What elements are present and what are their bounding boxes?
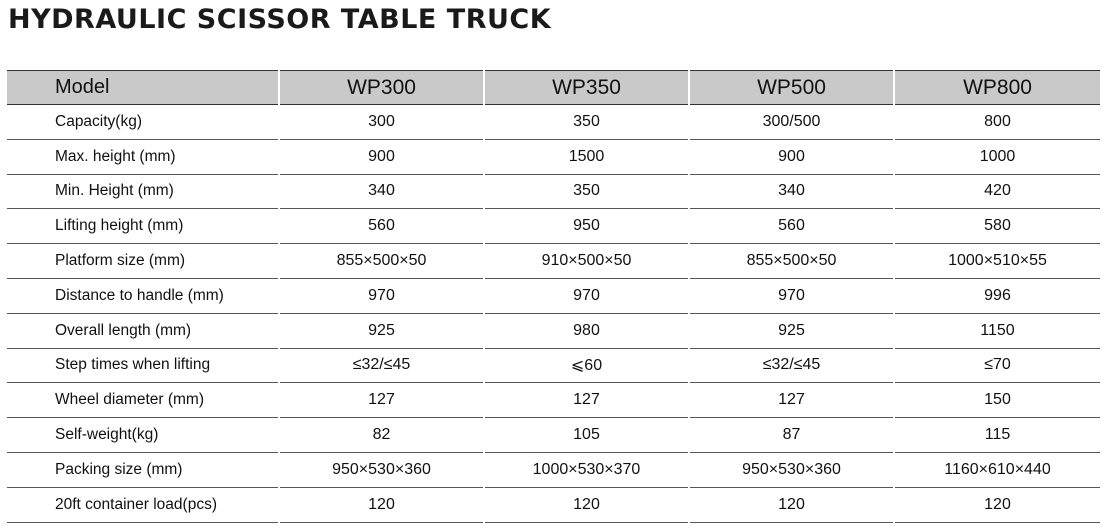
cell-value: 950×530×360 bbox=[279, 452, 484, 487]
row-label: Wheel diameter (mm) bbox=[7, 383, 279, 418]
cell-value: 300 bbox=[279, 105, 484, 140]
cell-value: 970 bbox=[689, 278, 894, 313]
cell-value: 120 bbox=[689, 487, 894, 522]
cell-value: ≤32/≤45 bbox=[279, 348, 484, 383]
table-row bbox=[7, 244, 1100, 279]
cell-value: ⩽60 bbox=[484, 348, 689, 383]
cell-value: 105 bbox=[484, 418, 689, 453]
cell-value: 120 bbox=[279, 487, 484, 522]
cell-value: 560 bbox=[689, 209, 894, 244]
row-label: Capacity(kg) bbox=[7, 105, 279, 140]
table-row bbox=[7, 383, 1100, 418]
cell-value: 800 bbox=[894, 105, 1100, 140]
cell-value: 340 bbox=[279, 174, 484, 209]
row-label: Min. Height (mm) bbox=[7, 174, 279, 209]
table-row bbox=[7, 348, 1100, 383]
cell-value: 350 bbox=[484, 105, 689, 140]
cell-value: 82 bbox=[279, 418, 484, 453]
cell-value: 970 bbox=[484, 278, 689, 313]
cell-value: 127 bbox=[689, 383, 894, 418]
row-label: Step times when lifting bbox=[7, 348, 279, 383]
column-header-model: Model bbox=[7, 71, 279, 105]
row-label: Max. height (mm) bbox=[7, 139, 279, 174]
table-row bbox=[7, 209, 1100, 244]
column-header-wp800: WP800 bbox=[894, 71, 1100, 105]
cell-value: ≤32/≤45 bbox=[689, 348, 894, 383]
table-row bbox=[7, 313, 1100, 348]
table-row bbox=[7, 105, 1100, 140]
cell-value: 1150 bbox=[894, 313, 1100, 348]
cell-value: 980 bbox=[484, 313, 689, 348]
cell-value: 1000×530×370 bbox=[484, 452, 689, 487]
cell-value: 950 bbox=[484, 209, 689, 244]
row-label: Platform size (mm) bbox=[7, 244, 279, 279]
cell-value: 855×500×50 bbox=[689, 244, 894, 279]
column-header-wp500: WP500 bbox=[689, 71, 894, 105]
cell-value: 950×530×360 bbox=[689, 452, 894, 487]
table-row bbox=[7, 139, 1100, 174]
cell-value: 87 bbox=[689, 418, 894, 453]
cell-value: 580 bbox=[894, 209, 1100, 244]
cell-value: 127 bbox=[484, 383, 689, 418]
row-label: Distance to handle (mm) bbox=[7, 278, 279, 313]
cell-value: 115 bbox=[894, 418, 1100, 453]
cell-value: 900 bbox=[279, 139, 484, 174]
column-header-wp350: WP350 bbox=[484, 71, 689, 105]
cell-value: 120 bbox=[894, 487, 1100, 522]
cell-value: 127 bbox=[279, 383, 484, 418]
header-row bbox=[7, 71, 1100, 105]
table-row bbox=[7, 452, 1100, 487]
row-label: Overall length (mm) bbox=[7, 313, 279, 348]
spec-table bbox=[7, 70, 1100, 523]
cell-value: 1160×610×440 bbox=[894, 452, 1100, 487]
row-label: Self-weight(kg) bbox=[7, 418, 279, 453]
table-row bbox=[7, 487, 1100, 522]
row-label: Packing size (mm) bbox=[7, 452, 279, 487]
cell-value: 150 bbox=[894, 383, 1100, 418]
cell-value: ≤70 bbox=[894, 348, 1100, 383]
cell-value: 1000×510×55 bbox=[894, 244, 1100, 279]
row-label: 20ft container load(pcs) bbox=[7, 487, 279, 522]
cell-value: 925 bbox=[279, 313, 484, 348]
cell-value: 350 bbox=[484, 174, 689, 209]
spec-table-header bbox=[7, 71, 1100, 105]
cell-value: 420 bbox=[894, 174, 1100, 209]
cell-value: 560 bbox=[279, 209, 484, 244]
cell-value: 970 bbox=[279, 278, 484, 313]
page-title: HYDRAULIC SCISSOR TABLE TRUCK bbox=[8, 4, 552, 35]
spec-table-body bbox=[7, 105, 1100, 523]
cell-value: 925 bbox=[689, 313, 894, 348]
cell-value: 120 bbox=[484, 487, 689, 522]
row-label: Lifting height (mm) bbox=[7, 209, 279, 244]
cell-value: 1000 bbox=[894, 139, 1100, 174]
cell-value: 300/500 bbox=[689, 105, 894, 140]
cell-value: 855×500×50 bbox=[279, 244, 484, 279]
table-row bbox=[7, 174, 1100, 209]
cell-value: 996 bbox=[894, 278, 1100, 313]
cell-value: 340 bbox=[689, 174, 894, 209]
cell-value: 900 bbox=[689, 139, 894, 174]
cell-value: 1500 bbox=[484, 139, 689, 174]
cell-value: 910×500×50 bbox=[484, 244, 689, 279]
column-header-wp300: WP300 bbox=[279, 71, 484, 105]
table-row bbox=[7, 278, 1100, 313]
table-row bbox=[7, 418, 1100, 453]
